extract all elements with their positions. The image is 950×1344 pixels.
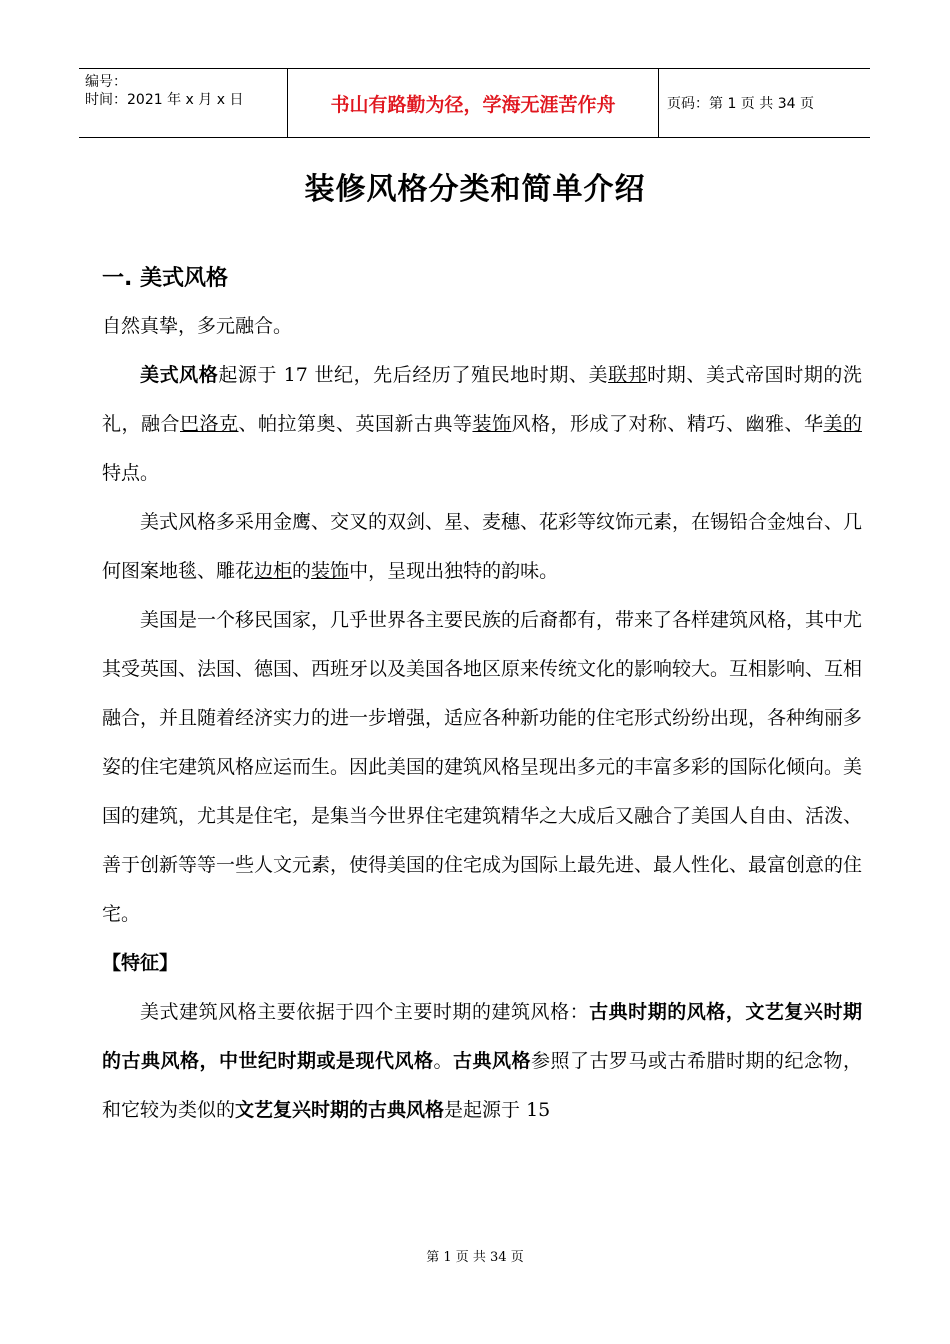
text-span: 。 — [433, 1050, 453, 1072]
bold-span: 古典时期的风格，文艺复兴时期的古典风格，中世纪时期或是现代风格 — [102, 1001, 862, 1072]
bold-span: 古典风格 — [452, 1050, 531, 1072]
bold-span: 文艺复兴时期的古典风格 — [235, 1099, 445, 1121]
time-label: 时间：2021 年 x 月 x 日 — [85, 92, 244, 108]
header-meta — [79, 69, 288, 137]
feature-heading: 【特征】 — [102, 952, 179, 974]
text-span: 美式建筑风格主要依据于四个主要时期的建筑风格： — [140, 1001, 590, 1023]
text-span: 时期、美式帝国时期的洗礼，融合 — [102, 364, 862, 435]
section-heading: 一. 美式风格 — [102, 266, 229, 291]
term-bold: 美式风格 — [140, 364, 219, 386]
link-baroque[interactable]: 巴洛克 — [180, 413, 239, 435]
header-table — [79, 68, 870, 138]
header-page-info: 页码：第 1 页 共 34 页 — [667, 96, 814, 112]
text-span: 美式风格多采用金鹰、交叉的双剑、星、麦穗、花彩等纹饰元素，在锡铅合金烛台、几何图案地毯、雕花 — [102, 511, 863, 582]
page-footer: 第 1 页 共 34 页 — [426, 1250, 524, 1265]
text-span: 是起源于 15 — [444, 1099, 551, 1121]
link-lianbang[interactable]: 联邦 — [608, 364, 648, 386]
text-span: 的 — [292, 560, 312, 582]
header-motto: 书山有路勤为径，学海无涯苦作舟 — [288, 69, 659, 137]
document-body — [102, 264, 862, 1135]
paragraph-4 — [102, 988, 862, 1135]
text-span: 、帕拉第奥、英国新古典等 — [238, 413, 473, 435]
text-span: 起源于 17 世纪，先后经历了殖民地时期、美 — [218, 364, 609, 386]
link-decoration[interactable]: 装饰 — [472, 413, 512, 435]
link-side-cabinet[interactable]: 边柜 — [254, 560, 293, 582]
paragraph-2 — [102, 498, 862, 596]
number-label: 编号： — [85, 74, 127, 90]
document-title: 装修风格分类和简单介绍 — [304, 172, 646, 207]
link-meide[interactable]: 美的 — [823, 413, 862, 435]
text-span: 特点。 — [102, 462, 160, 484]
tagline: 自然真挚，多元融合。 — [102, 315, 293, 337]
paragraph-3: 美国是一个移民国家，几乎世界各主要民族的后裔都有，带来了各样建筑风格，其中尤其受英国、法国、德国、西班牙以及美国各地区原来传统文化的影响较大。互相影响、互相融合，并且随着经济实力的进一步增强，适应各种新功能的住宅形式纷纷出现，各种绚丽多姿的住宅建筑风格应运而生。因此美国的建筑风格呈现出多元的丰富多彩的国际化倾向。美国的建筑，尤其是住宅，是集当今世界住宅建筑精华之大成后又融合了美国人自由、活泼、善于创新等等一些人文元素，使得美国的住宅成为国际上最先进、最人性化、最富创意的住宅。 — [102, 609, 863, 925]
text-span: 参照了古罗马或古希腊时期的纪念物，和它较为类似的 — [102, 1050, 862, 1121]
link-decoration-2[interactable]: 装饰 — [311, 560, 350, 582]
paragraph-1 — [102, 351, 862, 498]
text-span: 中，呈现出独特的韵味。 — [349, 560, 559, 582]
text-span: 风格，形成了对称、精巧、幽雅、华 — [511, 413, 824, 435]
